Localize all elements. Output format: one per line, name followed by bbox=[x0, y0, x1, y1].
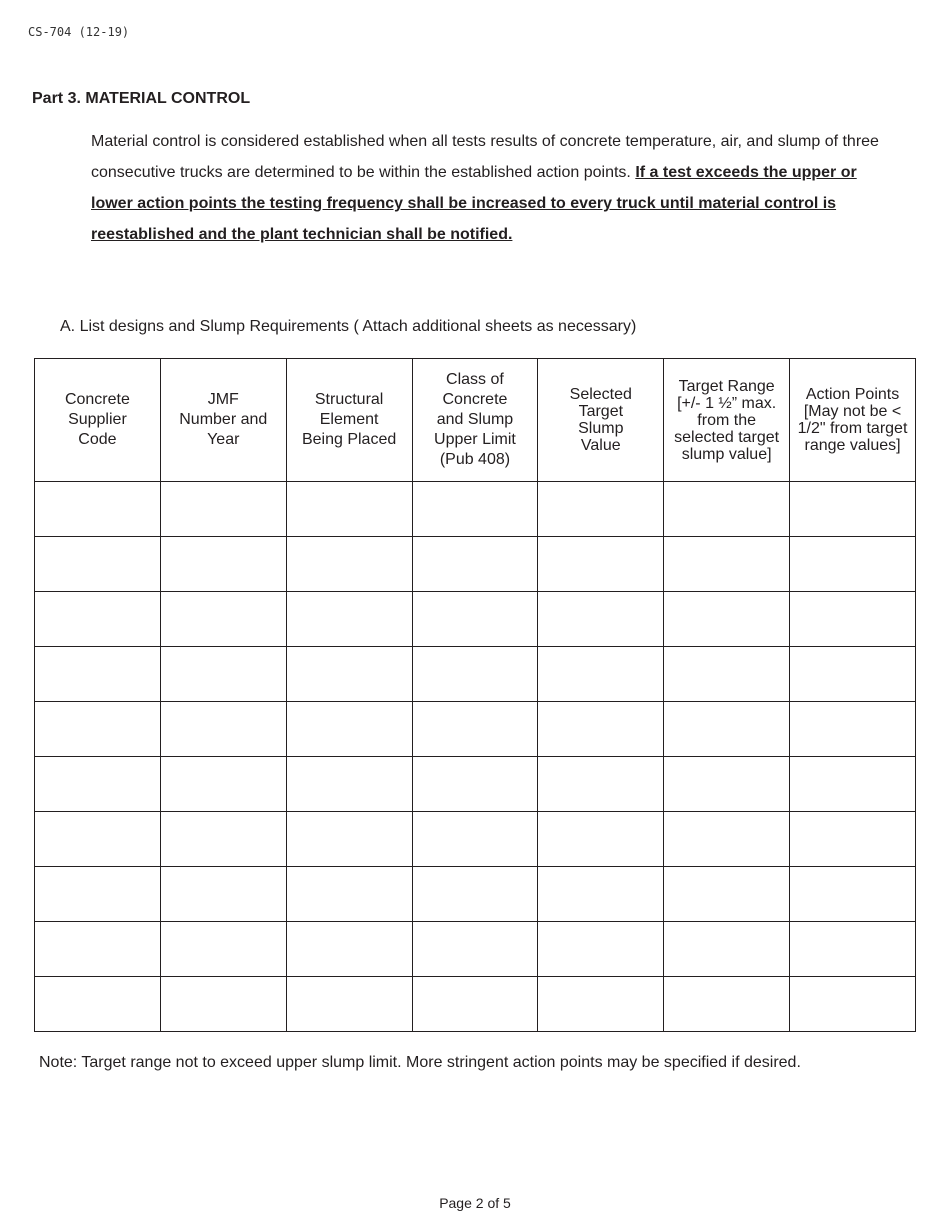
table-cell[interactable] bbox=[790, 647, 916, 702]
table-cell[interactable] bbox=[664, 647, 790, 702]
paragraph-emphasis: If a test exceeds the upper or lower action points the testing frequency shall be increased to every truck until material control is reestablished and the plant technician shall be notified. bbox=[91, 164, 857, 243]
table-cell[interactable] bbox=[35, 757, 161, 812]
table-cell[interactable] bbox=[412, 867, 538, 922]
table-row bbox=[35, 867, 916, 922]
table-cell[interactable] bbox=[35, 482, 161, 537]
table-row bbox=[35, 702, 916, 757]
table-cell[interactable] bbox=[35, 592, 161, 647]
header-action-points: Action Points [May not be < 1/2" from target range values] bbox=[790, 359, 916, 482]
table-row bbox=[35, 757, 916, 812]
table-cell[interactable] bbox=[286, 702, 412, 757]
page-number: Page 2 of 5 bbox=[439, 1195, 511, 1211]
table-cell[interactable] bbox=[35, 812, 161, 867]
table-cell[interactable] bbox=[664, 537, 790, 592]
table-cell[interactable] bbox=[286, 647, 412, 702]
section-a-title: A. List designs and Slump Requirements ( Attach additional sheets as necessary) bbox=[60, 318, 637, 335]
table-cell[interactable] bbox=[412, 977, 538, 1032]
table-cell[interactable] bbox=[538, 977, 664, 1032]
table-row bbox=[35, 537, 916, 592]
table-cell[interactable] bbox=[538, 592, 664, 647]
table-cell[interactable] bbox=[412, 812, 538, 867]
table-cell[interactable] bbox=[286, 482, 412, 537]
table-cell[interactable] bbox=[412, 757, 538, 812]
table-cell[interactable] bbox=[790, 867, 916, 922]
header-class-of-concrete: Class of Concrete and Slump Upper Limit (Pub 408) bbox=[412, 359, 538, 482]
table-cell[interactable] bbox=[790, 812, 916, 867]
table-cell[interactable] bbox=[412, 647, 538, 702]
table-body bbox=[35, 482, 916, 1032]
form-number: CS-704 (12-19) bbox=[28, 25, 130, 39]
table-cell[interactable] bbox=[664, 812, 790, 867]
table-cell[interactable] bbox=[412, 482, 538, 537]
table-row bbox=[35, 592, 916, 647]
table-cell[interactable] bbox=[160, 867, 286, 922]
slump-requirements-table bbox=[34, 358, 916, 1032]
header-structural-element: Structural Element Being Placed bbox=[286, 359, 412, 482]
table-cell[interactable] bbox=[538, 647, 664, 702]
table-cell[interactable] bbox=[664, 482, 790, 537]
table-cell[interactable] bbox=[286, 592, 412, 647]
table-cell[interactable] bbox=[790, 537, 916, 592]
table-cell[interactable] bbox=[35, 922, 161, 977]
table-cell[interactable] bbox=[286, 867, 412, 922]
table-cell[interactable] bbox=[412, 592, 538, 647]
table-row bbox=[35, 977, 916, 1032]
table-cell[interactable] bbox=[412, 922, 538, 977]
table-cell[interactable] bbox=[664, 592, 790, 647]
table-row bbox=[35, 647, 916, 702]
part-heading: Part 3. MATERIAL CONTROL bbox=[32, 90, 251, 107]
table-cell[interactable] bbox=[790, 757, 916, 812]
header-target-range: Target Range [+/- 1 ½” max. from the selected target slump value] bbox=[664, 359, 790, 482]
table-cell[interactable] bbox=[790, 922, 916, 977]
paragraph-text: Material control is considered established when all tests results of concrete temperature, air, and slump of three consecutive trucks are determined to be within the established action points. bbox=[91, 133, 879, 181]
table-header-row bbox=[35, 359, 916, 482]
table-cell[interactable] bbox=[790, 702, 916, 757]
header-jmf-number-and-year: JMF Number and Year bbox=[160, 359, 286, 482]
table-cell[interactable] bbox=[664, 757, 790, 812]
table-cell[interactable] bbox=[160, 757, 286, 812]
table-cell[interactable] bbox=[160, 647, 286, 702]
table-cell[interactable] bbox=[538, 537, 664, 592]
table-cell[interactable] bbox=[286, 922, 412, 977]
table-cell[interactable] bbox=[790, 977, 916, 1032]
table-cell[interactable] bbox=[160, 702, 286, 757]
table-row bbox=[35, 482, 916, 537]
table-row bbox=[35, 922, 916, 977]
table-cell[interactable] bbox=[160, 482, 286, 537]
note-text: Note: Target range not to exceed upper slump limit. More stringent action points may be specified if desired. bbox=[39, 1054, 801, 1071]
table-cell[interactable] bbox=[412, 702, 538, 757]
table-cell[interactable] bbox=[286, 757, 412, 812]
table-cell[interactable] bbox=[160, 812, 286, 867]
table-cell[interactable] bbox=[35, 647, 161, 702]
table-cell[interactable] bbox=[286, 537, 412, 592]
table-cell[interactable] bbox=[664, 977, 790, 1032]
table-cell[interactable] bbox=[160, 537, 286, 592]
table-cell[interactable] bbox=[664, 702, 790, 757]
table-cell[interactable] bbox=[664, 867, 790, 922]
table-cell[interactable] bbox=[538, 812, 664, 867]
table-cell[interactable] bbox=[35, 537, 161, 592]
table-cell[interactable] bbox=[412, 537, 538, 592]
table-cell[interactable] bbox=[790, 592, 916, 647]
table-cell[interactable] bbox=[664, 922, 790, 977]
table-cell[interactable] bbox=[160, 592, 286, 647]
table-cell[interactable] bbox=[286, 812, 412, 867]
table-row bbox=[35, 812, 916, 867]
table-cell[interactable] bbox=[35, 977, 161, 1032]
header-selected-target-slump: Selected Target Slump Value bbox=[538, 359, 664, 482]
material-control-paragraph bbox=[91, 126, 901, 250]
table-cell[interactable] bbox=[286, 977, 412, 1032]
table-cell[interactable] bbox=[538, 482, 664, 537]
table-cell[interactable] bbox=[538, 757, 664, 812]
table-cell[interactable] bbox=[790, 482, 916, 537]
table-cell[interactable] bbox=[160, 922, 286, 977]
table-cell[interactable] bbox=[538, 702, 664, 757]
table-cell[interactable] bbox=[35, 702, 161, 757]
table-cell[interactable] bbox=[35, 867, 161, 922]
header-concrete-supplier-code: Concrete Supplier Code bbox=[35, 359, 161, 482]
table-cell[interactable] bbox=[538, 867, 664, 922]
table-cell[interactable] bbox=[538, 922, 664, 977]
table-cell[interactable] bbox=[160, 977, 286, 1032]
